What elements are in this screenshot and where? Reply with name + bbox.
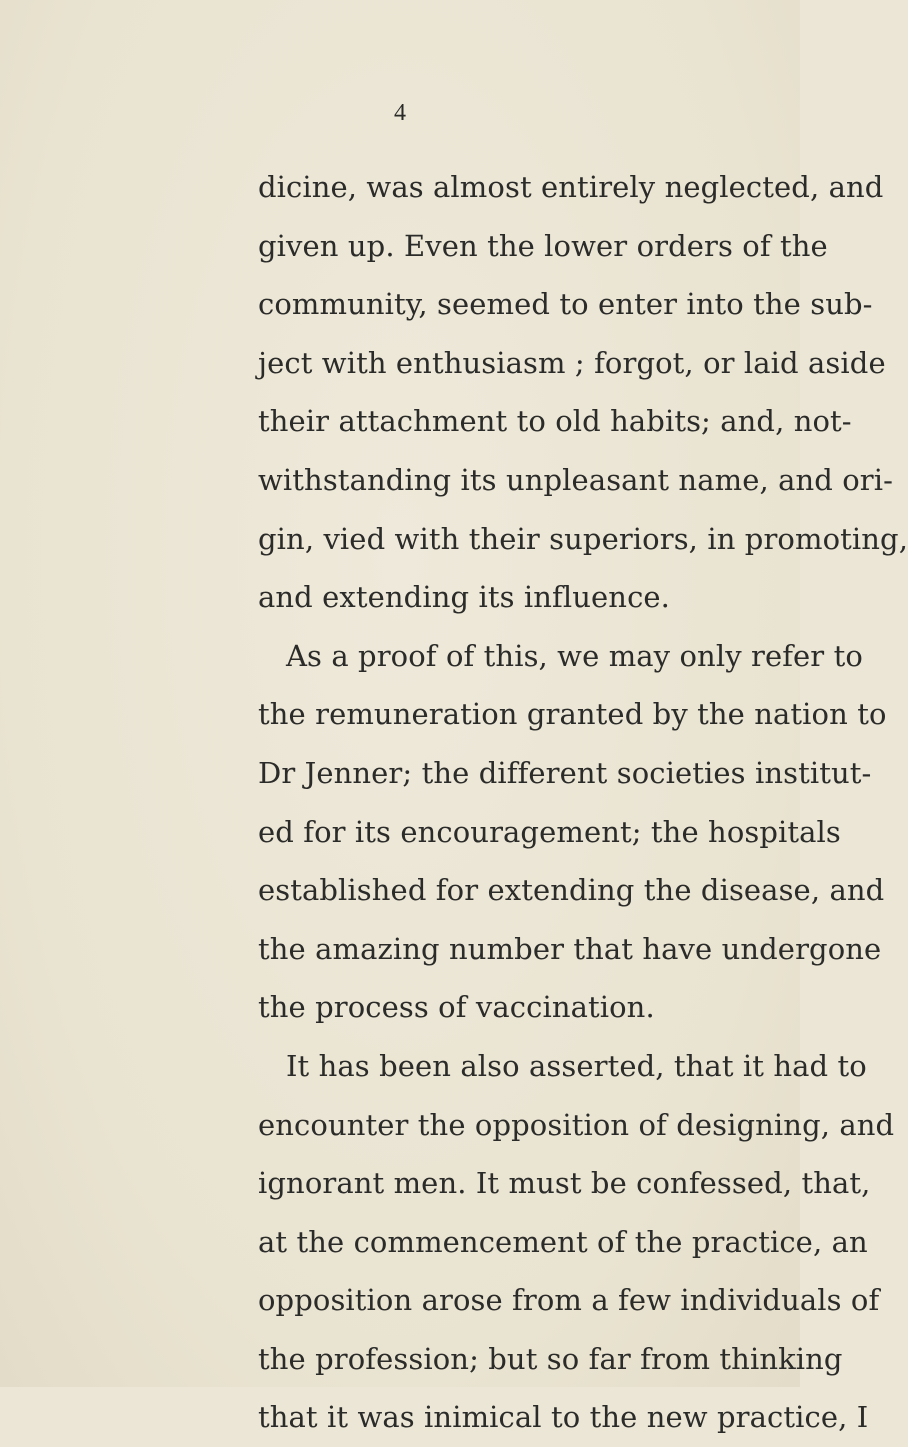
- text-line: given up. Even the lower orders of the: [258, 228, 828, 263]
- text-line: As a proof of this, we may only refer to: [286, 638, 863, 673]
- text-line: and extending its influence.: [258, 580, 670, 615]
- text-line: gin, vied with their superiors, in promoting,: [258, 521, 908, 556]
- text-line: established for extending the disease, and: [258, 873, 885, 908]
- text-line: ignorant men. It must be confessed, that,: [258, 1166, 871, 1201]
- text-line: the process of vaccination.: [258, 990, 655, 1025]
- page-number: 4: [394, 100, 406, 126]
- text-line: the profession; but so far from thinking: [258, 1341, 843, 1376]
- text-line: It has been also asserted, that it had to: [286, 1048, 867, 1083]
- text-line: ed for its encouragement; the hospitals: [258, 814, 841, 849]
- text-line: ject with enthusiasm ; forgot, or laid aside: [258, 345, 886, 380]
- text-line: at the commencement of the practice, an: [258, 1224, 868, 1259]
- body-text: [258, 158, 908, 1447]
- text-line: withstanding its unpleasant name, and ori-: [258, 462, 894, 497]
- text-line: Dr Jenner; the different societies institut-: [258, 755, 872, 790]
- text-line: encounter the opposition of designing, and: [258, 1107, 895, 1142]
- text-line: that it was inimical to the new practice, I: [258, 1400, 869, 1435]
- text-line: community, seemed to enter into the sub-: [258, 287, 873, 322]
- text-line: opposition arose from a few individuals of: [258, 1283, 880, 1318]
- text-line: dicine, was almost entirely neglected, and: [258, 170, 884, 204]
- text-line: the remuneration granted by the nation to: [258, 697, 887, 732]
- text-line: their attachment to old habits; and, not-: [258, 404, 852, 439]
- text-line: the amazing number that have undergone: [258, 931, 882, 966]
